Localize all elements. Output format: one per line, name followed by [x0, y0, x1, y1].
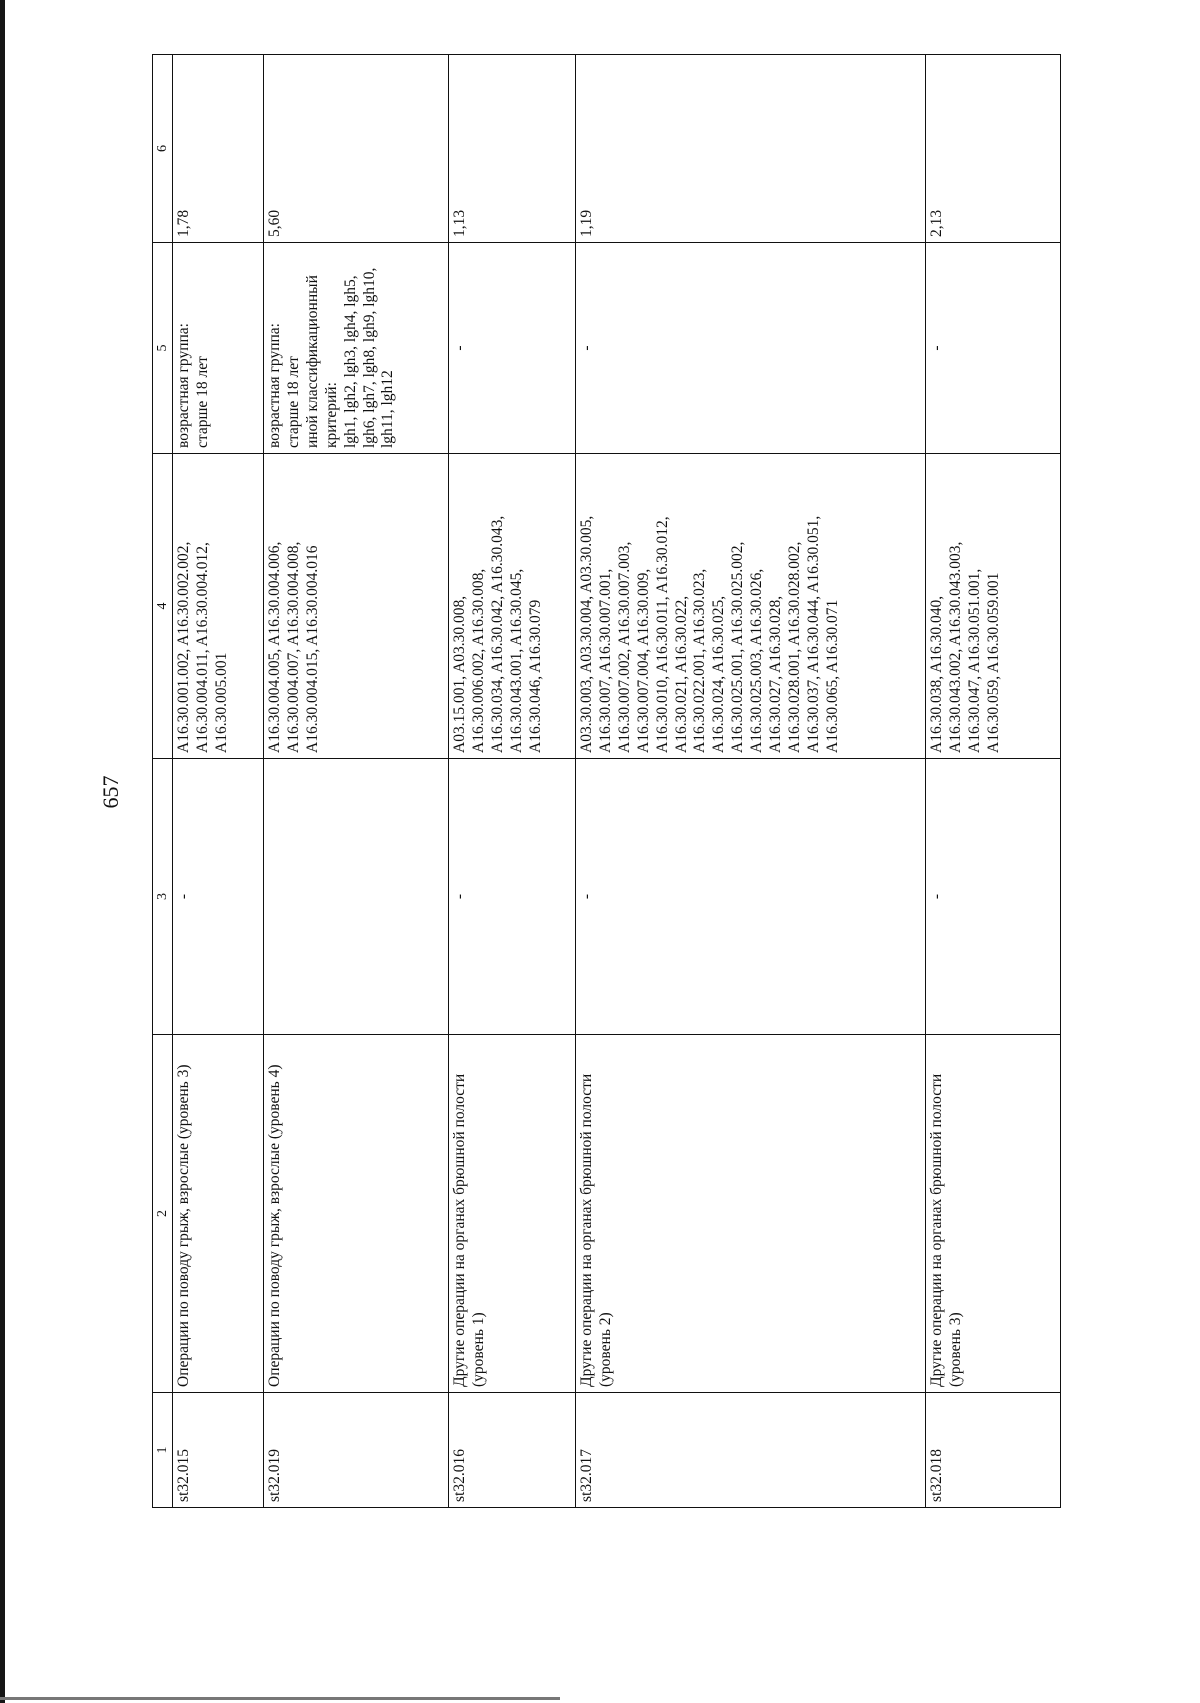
coef-cell: 2,13 [926, 55, 1061, 243]
criteria-cell: - [576, 243, 926, 454]
code-cell: st32.019 [264, 1393, 449, 1508]
service-line: A16.30.043.001, A16.30.045, [507, 568, 525, 753]
services-cell [173, 454, 264, 759]
name-cell: Другие операции на органах брюшной полости (уровень 1) [449, 1035, 576, 1393]
table-row [926, 55, 1061, 1508]
table-row [173, 55, 264, 1508]
coef-cell: 5,60 [264, 55, 449, 243]
service-line: A16.30.021, A16.30.022, [672, 595, 690, 753]
col3-cell [264, 759, 449, 1035]
criteria-cell: - [926, 243, 1061, 454]
service-line: A16.30.059, A16.30.059.001 [984, 572, 1002, 753]
col3-cell: - [449, 759, 576, 1035]
service-line: A16.30.046, A16.30.079 [526, 599, 544, 753]
criteria-line: иной классификационный [303, 275, 321, 448]
criteria-line: lgh6, lgh7, lgh8, lgh9, lgh10, [360, 267, 378, 448]
service-line: A16.30.065, A16.30.071 [823, 599, 841, 753]
table-row [264, 55, 449, 1508]
header-row [153, 55, 173, 1508]
service-line: A16.30.005.001 [212, 652, 230, 753]
service-line: A16.30.004.007, A16.30.004.008, [284, 541, 302, 753]
criteria-cell [264, 243, 449, 454]
services-cell [449, 454, 576, 759]
code-cell: st32.017 [576, 1393, 926, 1508]
service-line: A16.30.001.002, A16.30.002.002, [175, 541, 192, 753]
scan-edge-bottom [0, 1697, 560, 1700]
table-row [576, 55, 926, 1508]
header-cell: 1 [153, 1393, 173, 1508]
code-cell: st32.016 [449, 1393, 576, 1508]
tariff-table [152, 54, 1061, 1508]
service-line: A16.30.025.003, A16.30.026, [748, 568, 766, 753]
header-cell: 3 [153, 759, 173, 1035]
coef-cell: 1,19 [576, 55, 926, 243]
page-number: 657 [98, 775, 123, 809]
name-cell: Другие операции на органах брюшной полости (уровень 2) [576, 1035, 926, 1393]
criteria-line: lgh1, lgh2, lgh3, lgh4, lgh5, [341, 275, 359, 448]
header-cell: 4 [153, 454, 173, 759]
service-line: A16.30.024, A16.30.025, [710, 595, 728, 753]
service-line: A16.30.022.001, A16.30.023, [691, 568, 709, 753]
service-line: A16.30.004.005, A16.30.004.006, [266, 541, 283, 753]
tariff-table-rotated [152, 55, 1200, 1508]
col3-cell: - [576, 759, 926, 1035]
service-line: A16.30.025.001, A16.30.025.002, [729, 541, 747, 753]
criteria-line: старше 18 лет [193, 356, 211, 448]
col3-cell: - [926, 759, 1061, 1035]
criteria-cell: - [449, 243, 576, 454]
criteria-cell [173, 243, 264, 454]
table-row [449, 55, 576, 1508]
service-line: A16.30.010, A16.30.011, A16.30.012, [653, 516, 671, 753]
service-line: A16.30.027, A16.30.028, [767, 595, 785, 753]
service-line: A16.30.038, A16.30.040, [928, 595, 945, 753]
service-line: A03.30.003, A03.30.004, A03.30.005, [578, 515, 595, 753]
coef-cell: 1,13 [449, 55, 576, 243]
service-line: A16.30.004.011, A16.30.004.012, [193, 542, 211, 753]
service-line: A16.30.007.002, A16.30.007.003, [615, 541, 633, 753]
name-cell: Операции по поводу грыж, взрослые (уровень 4) [264, 1035, 449, 1393]
criteria-line: lgh11, lgh12 [379, 370, 397, 448]
service-line: A16.30.043.002, A16.30.043.003, [946, 541, 964, 753]
service-line: A16.30.007.004, A16.30.009, [634, 568, 652, 753]
criteria-line: возрастная группа: [175, 323, 192, 448]
criteria-line: возрастная группа: [266, 323, 283, 448]
service-line: A16.30.037, A16.30.044, A16.30.051, [804, 515, 822, 753]
service-line: A16.30.034, A16.30.042, A16.30.043, [488, 515, 506, 753]
service-line: A16.30.047, A16.30.051.001, [965, 568, 983, 753]
name-cell: Другие операции на органах брюшной полости (уровень 3) [926, 1035, 1061, 1393]
services-cell [264, 454, 449, 759]
criteria-line: критерий: [322, 382, 340, 448]
scan-edge [0, 0, 5, 1703]
service-line: A16.30.006.002, A16.30.008, [469, 568, 487, 753]
services-cell [926, 454, 1061, 759]
name-cell: Операции по поводу грыж, взрослые (уровень 3) [173, 1035, 264, 1393]
criteria-line: старше 18 лет [284, 356, 302, 448]
header-cell: 6 [153, 55, 173, 243]
code-cell: st32.018 [926, 1393, 1061, 1508]
code-cell: st32.015 [173, 1393, 264, 1508]
header-cell: 2 [153, 1035, 173, 1393]
service-line: A16.30.004.015, A16.30.004.016 [303, 545, 321, 753]
services-cell [576, 454, 926, 759]
service-line: A16.30.028.001, A16.30.028.002, [785, 541, 803, 753]
col3-cell: - [173, 759, 264, 1035]
service-line: A16.30.007, A16.30.007.001, [596, 568, 614, 753]
coef-cell: 1,78 [173, 55, 264, 243]
header-cell: 5 [153, 243, 173, 454]
service-line: A03.15.001, A03.30.008, [451, 595, 468, 753]
